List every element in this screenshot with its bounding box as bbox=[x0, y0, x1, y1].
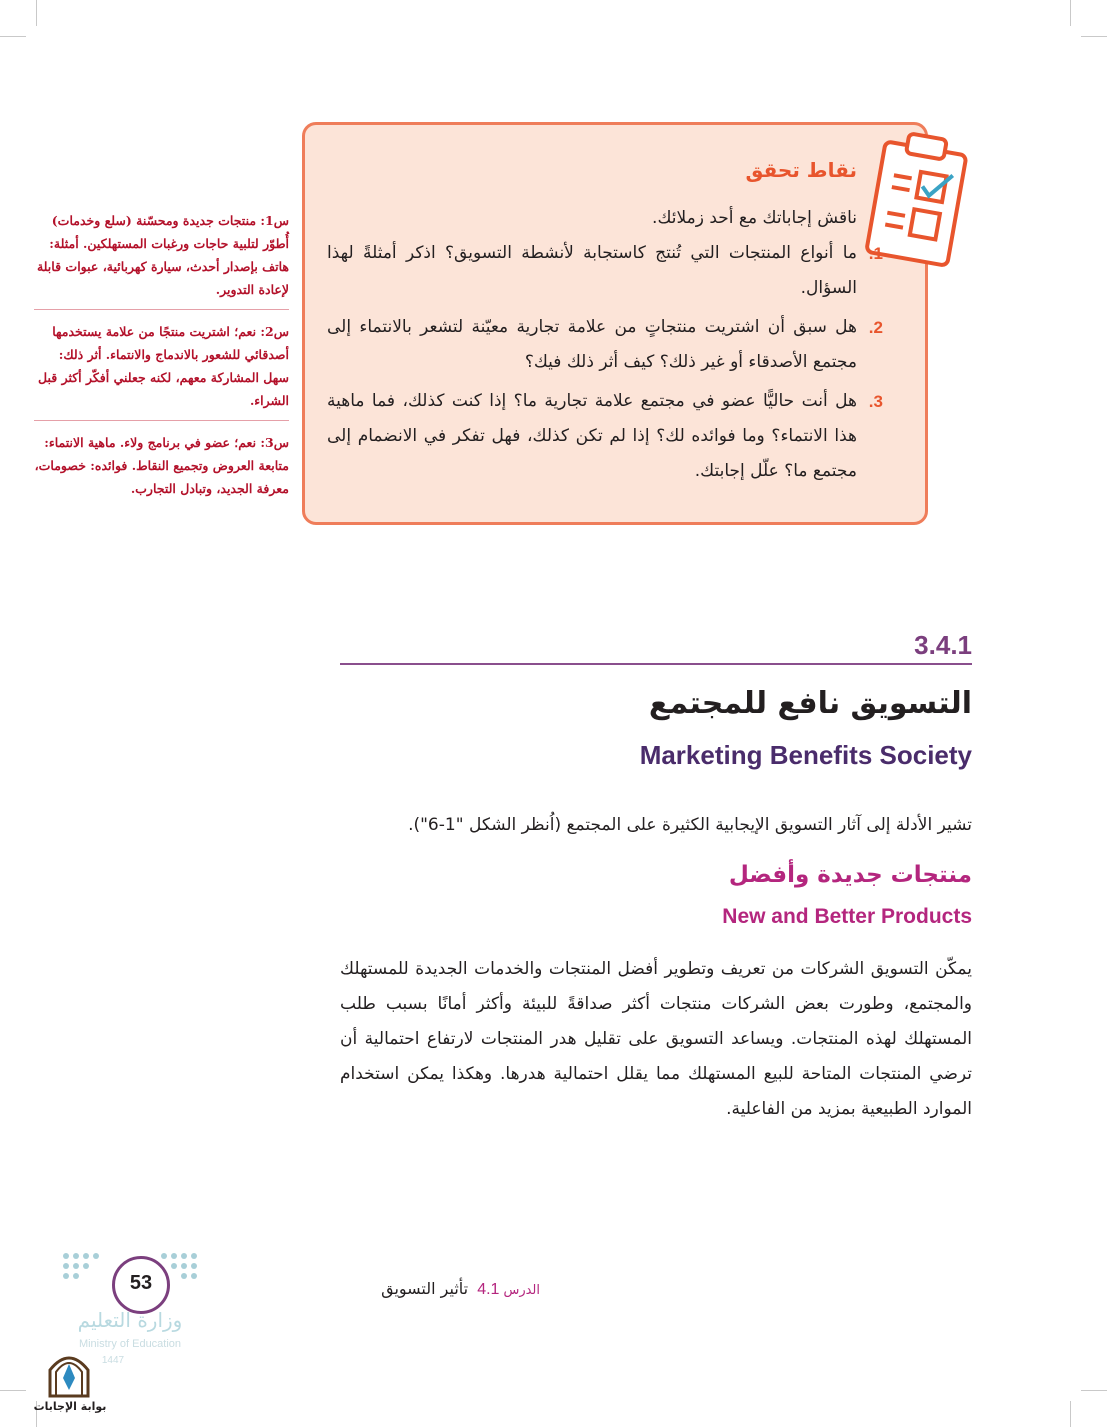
crop-mark bbox=[1070, 1401, 1071, 1427]
checkpoint-intro: ناقش إجاباتك مع أحد زملائك. bbox=[652, 208, 857, 228]
crop-mark bbox=[1081, 1390, 1107, 1391]
answer-3: س3: نعم؛ عضو في برنامج ولاء. ماهية الانتماء: متابعة العروض وتجميع النقاط. فوائده: خصومات، معرفة الجديد، وتبادل التجارب. bbox=[34, 435, 289, 496]
portal-logo-icon bbox=[46, 1348, 92, 1398]
lesson-number: 4.1 bbox=[477, 1281, 500, 1298]
margin-answers bbox=[34, 205, 289, 506]
crop-mark bbox=[1070, 0, 1071, 26]
crop-mark bbox=[36, 0, 37, 26]
answer-divider bbox=[34, 309, 289, 310]
question-number: 2. bbox=[868, 318, 883, 337]
crop-mark bbox=[1081, 36, 1107, 37]
question-text: ما أنواع المنتجات التي تُنتج كاستجابة لأنشطة التسويق؟ اذكر أمثلةً لهذا السؤال. bbox=[327, 243, 857, 298]
section-rule bbox=[340, 663, 972, 665]
question-number: 1. bbox=[868, 244, 883, 263]
ministry-name-ar: وزارة التعليم bbox=[77, 1308, 183, 1332]
ministry-year: 1447 bbox=[101, 1355, 125, 1366]
question-text: هل أنت حاليًّا عضو في مجتمع علامة تجارية ما؟ إذا كنت كذلك، فما ماهية هذا الانتماء؟ وما فوائده لك؟ إذا لم تكن كذلك، فهل تفكر في الانضمام إلى مجتمع ما؟ علّل إجابتك. bbox=[327, 391, 857, 481]
crop-mark bbox=[0, 1390, 26, 1391]
footer-lesson bbox=[340, 1279, 540, 1299]
subsection-title-en: New and Better Products bbox=[722, 905, 972, 928]
checkpoint-question-2 bbox=[327, 310, 883, 380]
lesson-title: تأثير التسويق bbox=[381, 1279, 469, 1298]
question-number: 3. bbox=[868, 392, 883, 411]
subsection-title-ar: منتجات جديدة وأفضل bbox=[728, 862, 972, 888]
lesson-label: الدرس bbox=[503, 1283, 540, 1298]
section-intro: تشير الأدلة إلى آثار التسويق الإيجابية الكثيرة على المجتمع (اُنظر الشكل "1-6"). bbox=[408, 815, 972, 835]
crop-mark bbox=[0, 36, 26, 37]
question-text: هل سبق أن اشتريت منتجاتٍ من علامة تجارية معيّنة لتشعر بالانتماء إلى مجتمع الأصدقاء أو غير ذلك؟ كيف أثر ذلك فيك؟ bbox=[327, 317, 857, 372]
answer-divider bbox=[34, 420, 289, 421]
answer-2: س2: نعم؛ اشتريت منتجًا من علامة يستخدمها أصدقائي للشعور بالاندماج والانتماء. أثر ذلك: سهل المشاركة معهم، لكنه جعلني أفكّر أكثر قبل الشراء. bbox=[38, 324, 289, 408]
portal-label: بوابة الإجابات bbox=[33, 1400, 107, 1413]
checkpoint-question-3 bbox=[327, 384, 883, 489]
section-title-ar: التسويق نافع للمجتمع bbox=[648, 686, 972, 721]
section-number: 3.4.1 bbox=[914, 630, 972, 660]
checkpoint-question-1 bbox=[327, 236, 883, 306]
ministry-name-en: Ministry of Education bbox=[78, 1338, 182, 1350]
answer-1: س1: منتجات جديدة ومحسّنة (سلع وخدمات) أُطوّر لتلبية حاجات ورغبات المستهلكين. أمثلة: هاتف بإصدار أحدث، سيارة كهربائية، عبوات قابلة لإعادة التدوير. bbox=[36, 213, 289, 297]
section-title-en: Marketing Benefits Society bbox=[639, 740, 972, 770]
page-number: 53 bbox=[129, 1272, 153, 1294]
section-body: يمكّن التسويق الشركات من تعريف وتطوير أفضل المنتجات والخدمات الجديدة للمستهلك والمجتمع، وطورت بعض الشركات منتجات أكثر صداقةً للبيئة وأكثر أمانًا بسبب طلب المستهلك لهذه المنتجات. ويساعد التسويق على تقليل هدر المنتجات لارتفاع احتمالية أن ترضي المنتجات المتاحة للبيع المستهلك مما يقلل احتمالية هدرها. وهكذا يمكن استخدام الموارد الطبيعية بمزيد من الفاعلية. bbox=[340, 959, 972, 1119]
checkpoint-title: نقاط تحقق bbox=[745, 158, 857, 182]
